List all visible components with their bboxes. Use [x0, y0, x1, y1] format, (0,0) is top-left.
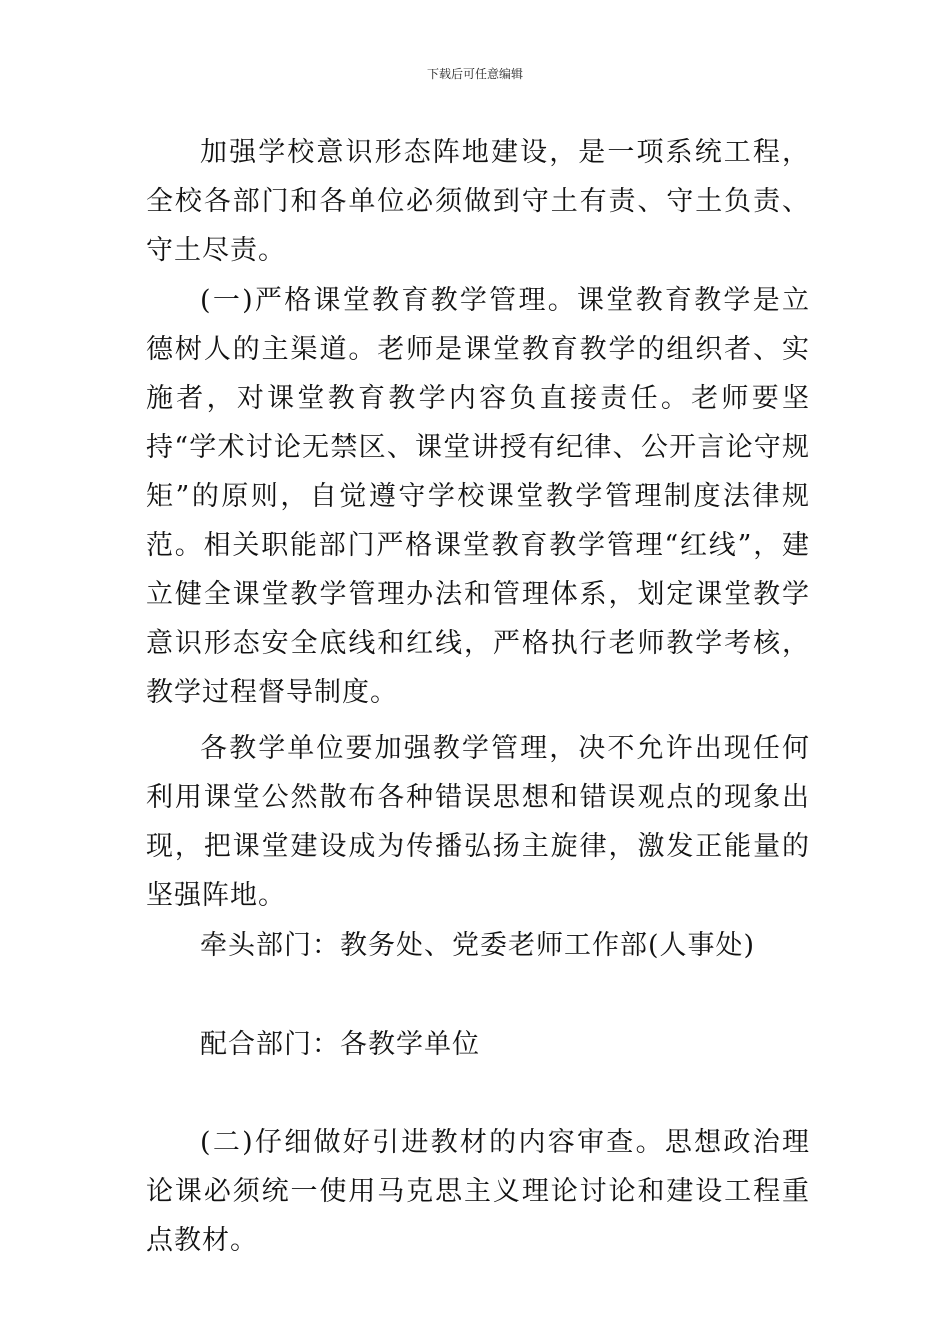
paragraph-section-1: (一)严格课堂教育教学管理。课堂教育教学是立德树人的主渠道。老师是课堂教育教学的组织者、实施者，对课堂教育教学内容负直接责任。老师要坚持“学术讨论无禁区、课堂讲授有纪律、公开言论守规矩”的原则，自觉遵守学校课堂教学管理制度法律规范。相关职能部门严格课堂教育教学管理“红线”，建立健全课堂教学管理办法和管理体系，划定课堂教学意识形态安全底线和红线，严格执行老师教学考核，教学过程督导制度。 — [146, 285, 810, 708]
paragraph-section-2: (二)仔细做好引进教材的内容审查。思想政治理论课必须统一使用马克思主义理论讨论和建设工程重点教材。 — [146, 1127, 810, 1256]
paragraph-intro: 加强学校意识形态阵地建设，是一项系统工程，全校各部门和各单位必须做到守土有责、守土负责、守土尽责。 — [146, 137, 810, 266]
page-header-note: 下载后可任意编辑 — [426, 67, 523, 81]
paragraph-lead-department: 牵头部门：教务处、党委老师工作部(人事处) — [200, 930, 756, 961]
paragraph-cooperating-department: 配合部门：各教学单位 — [200, 1029, 480, 1060]
paragraph-teaching-units: 各教学单位要加强教学管理，决不允许出现任何利用课堂公然散布各种错误思想和错误观点的现象出现，把课堂建设成为传播弘扬主旋律，激发正能量的坚强阵地。 — [146, 733, 810, 911]
